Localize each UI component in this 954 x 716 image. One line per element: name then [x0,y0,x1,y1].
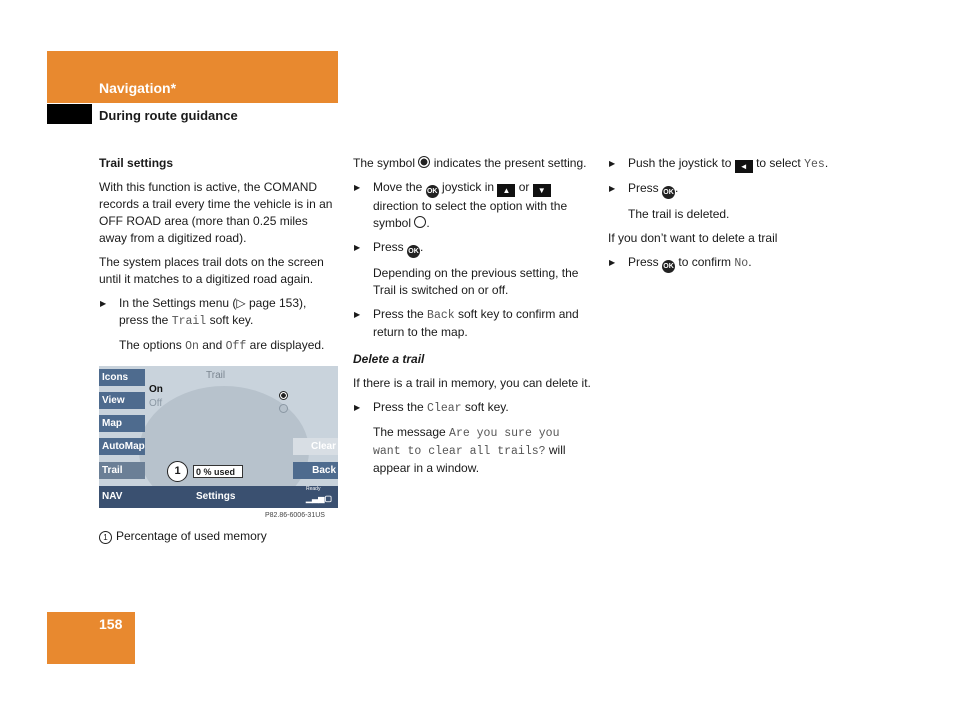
paragraph: The system places trail dots on the screen until it matches to a digitized road again. [99,255,324,286]
screen-title: Trail [206,370,226,381]
column-3 [608,155,848,280]
status-bar [99,486,338,508]
used-memory-indicator: 0 % used [193,465,243,478]
trail-settings-heading: Trail settings [99,156,174,170]
up-arrow-icon: ▲ [497,184,515,197]
column-1 [99,155,339,362]
instruction-step: ▶ Push the joystick to ◄ to select Yes. [608,155,848,173]
instruction-step: ▶ Press OK. [353,239,593,258]
ok-button-icon: OK [662,186,675,199]
step-note: The trail is deleted. [628,207,730,221]
step-note: The options On and Off are displayed. [119,338,325,353]
ok-button-icon: OK [407,245,420,258]
image-code: P82.86-6006-31US [265,512,325,519]
empty-symbol-icon [414,216,426,228]
instruction-step: ▶ Press the Back soft key to confirm and return to the map. [353,306,593,341]
instruction-step: ▶ Press the Clear soft key. [353,399,593,417]
down-arrow-icon: ▼ [533,184,551,197]
subsection-title: During route guidance [99,108,238,123]
icons-softkey: Icons [99,369,145,386]
view-softkey: View [99,392,145,409]
signal-icon: ▁▃▅▢ [306,494,333,503]
instruction-step: ▶ In the Settings menu (▷ page 153), press the Trail soft key. [99,295,339,330]
ok-button-icon: OK [662,260,675,273]
selected-symbol-icon [418,156,430,168]
instruction-step: ▶ Press OK to confirm No. [608,254,848,273]
section-title: Navigation* [99,80,177,96]
paragraph: If there is a trail in memory, you can delete it. [353,376,591,390]
nav-label: NAV [102,491,123,502]
comand-screen-illustration [99,366,338,508]
page-number: 158 [99,616,123,632]
delete-trail-heading: Delete a trail [353,352,425,366]
header-tab-marker [47,104,92,124]
map-softkey: Map [99,415,145,432]
instruction-step: ▶ Move the OK joystick in ▲ or ▼ direction to select the option with the symbol . [353,179,593,232]
header-band [47,51,338,103]
figure-caption: 1 Percentage of used memory [99,528,339,545]
paragraph: The symbol indicates the present setting. [353,156,587,170]
column-2 [353,155,593,484]
paragraph: If you don’t want to delete a trail [608,231,778,245]
automap-softkey: AutoMap [99,438,145,455]
option-on: On [149,384,163,395]
radio-empty-icon [279,399,288,417]
left-arrow-icon: ◄ [735,160,753,173]
instruction-step: ▶ Press OK. [608,180,848,199]
back-softkey: Back [293,462,338,479]
option-off: Off [149,398,163,409]
step-note: The message Are you sure you want to clear all trails? will appear in a window. [373,425,566,475]
trail-softkey: Trail [99,462,145,479]
settings-label: Settings [196,491,236,502]
status-text: Ready [306,486,321,492]
paragraph: With this function is active, the COMAND records a trail every time the vehicle is in an OFF ROAD area (more than 0.25 miles away from a digitized road). [99,180,333,245]
step-note: Depending on the previous setting, the Trail is switched on or off. [373,266,579,297]
callout-1: 1 [167,461,188,482]
callout-number-icon: 1 [99,531,112,544]
clear-softkey: Clear [293,438,338,455]
ok-joystick-icon: OK [426,185,439,198]
